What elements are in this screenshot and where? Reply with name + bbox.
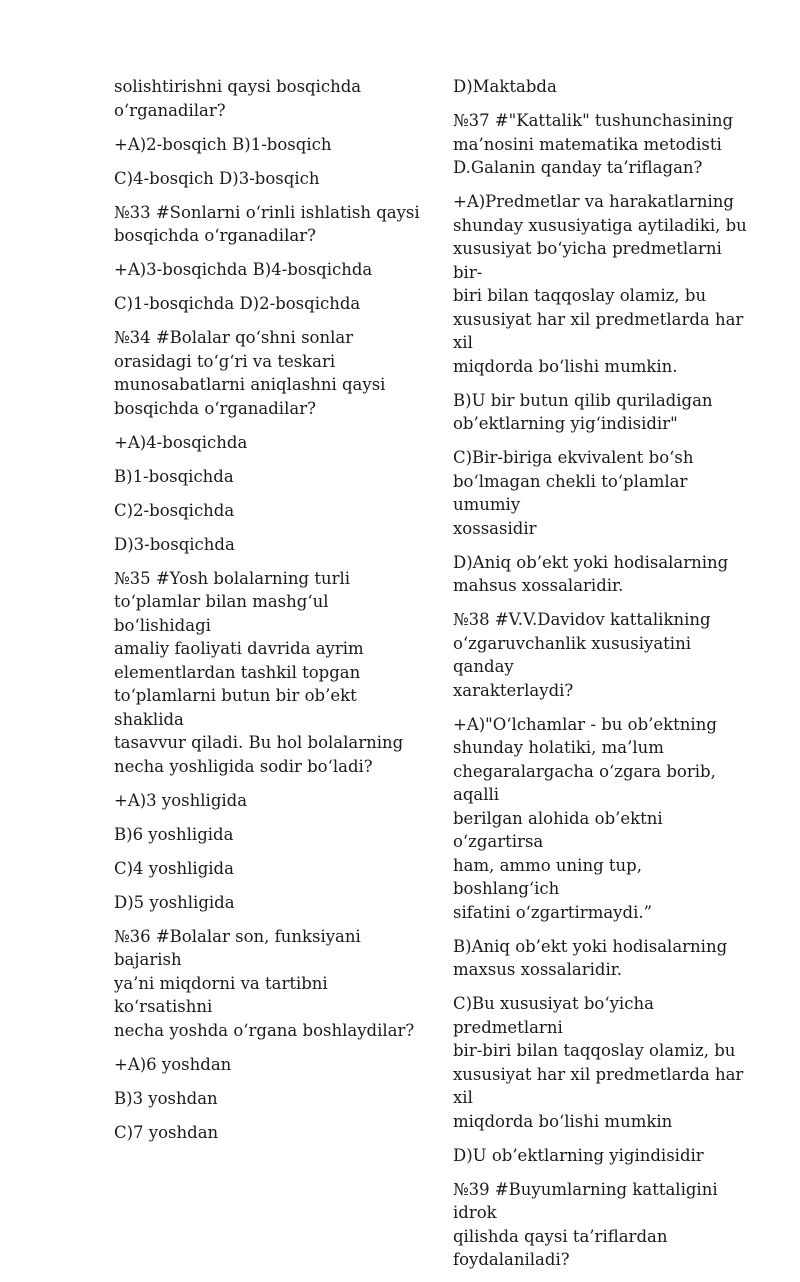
answer-option: C)1-bosqichda D)2-bosqichda bbox=[114, 294, 361, 313]
answer-option: D)U ob’ektlarning yigindisidir bbox=[453, 1145, 704, 1165]
answer-option: +A)Predmetlar va harakatlarning shunday xususiyatiga aytiladiki, bu xususiyat bo‘yicha predmetlarni bir- biri bilan taqqoslay olamiz, bu xususiyat har xil predmetlarda har xil miqdorda bo‘lishi mumkin. bbox=[453, 192, 747, 376]
answer-option: D)Maktabda bbox=[453, 77, 557, 96]
question-35: №35 #Yosh bolalarning turli to‘plamlar bilan mashg‘ul bo‘lishidagi amaliy faoliyati davrida ayrim elementlardan tashkil topgan to‘plamlarni butun bir ob’ekt shaklida tasavvur qiladi. Bu hol bolalarning necha yoshligida sodir bo‘ladi? bbox=[114, 568, 404, 776]
answer-option: +A)6 yoshdan bbox=[114, 1054, 232, 1074]
answer-option: C)2-bosqichda bbox=[114, 500, 235, 520]
question-38: №38 #V.V.Davidov kattalikning o‘zgaruvchanlik xususiyatini qanday xarakterlaydi? bbox=[453, 610, 711, 700]
answer-option: C)4-bosqich D)3-bosqich bbox=[114, 168, 320, 188]
left-column bbox=[114, 75, 424, 1155]
question-34: №34 #Bolalar qo‘shni sonlar orasidagi to‘g‘ri va teskari munosabatlarni aniqlashni qaysi bosqichda o‘rganadilar? bbox=[114, 328, 386, 418]
answer-option: +A)"O‘lchamlar - bu ob’ektning shunday holatiki, ma’lum chegaralargacha o‘zgara borib, aqalli berilgan alohida ob’ektni o‘zgartirsa ham, ammo uning tup, boshlang‘ich sifatini o‘zgartirmaydi.” bbox=[453, 714, 717, 922]
answer-option: B)3 yoshdan bbox=[114, 1088, 218, 1108]
right-column bbox=[453, 75, 753, 1282]
answer-option: C)4 yoshligida bbox=[114, 858, 234, 878]
answer-option: B)6 yoshligida bbox=[114, 824, 234, 844]
answer-option: C)Bu xususiyat bo‘yicha predmetlarni bir-biri bilan taqqoslay olamiz, bu xususiyat har xil predmetlarda har xil miqdorda bo‘lishi mumkin bbox=[453, 994, 744, 1131]
question-36: №36 #Bolalar son, funksiyani bajarish ya’ni miqdorni va tartibni ko‘rsatishni necha yoshda o‘rgana boshlaydilar? bbox=[114, 926, 415, 1040]
answer-option: D)5 yoshligida bbox=[114, 892, 235, 912]
question-39: №39 #Buyumlarning kattaligini idrok qilishda qaysi ta’riflardan foydalaniladi? bbox=[453, 1179, 718, 1269]
answer-option: C)7 yoshdan bbox=[114, 1122, 219, 1142]
answer-option: +A)4-bosqichda bbox=[114, 432, 248, 452]
question-33: №33 #Sonlarni o‘rinli ishlatish qaysi bosqichda o‘rganadilar? bbox=[114, 202, 420, 245]
answer-option: D)3-bosqichda bbox=[114, 534, 235, 554]
answer-option: B)Aniq ob’ekt yoki hodisalarning maxsus xossalaridir. bbox=[453, 936, 728, 979]
answer-option: D)Aniq ob’ekt yoki hodisalarning mahsus xossalaridir. bbox=[453, 552, 729, 595]
answer-option: B)1-bosqichda bbox=[114, 466, 234, 486]
question-37: №37 #"Kattalik" tushunchasining ma’nosini matematika metodisti D.Galanin qanday ta’riflagan? bbox=[453, 111, 734, 177]
answer-option: B)U bir butun qilib quriladigan ob’ektlarning yig‘indisidir" bbox=[453, 390, 713, 433]
answer-option: +A)2-bosqich B)1-bosqich bbox=[114, 134, 332, 154]
question-continuation: solishtirishni qaysi bosqichda o‘rganadilar? bbox=[114, 77, 362, 120]
answer-option: +A)3-bosqichda B)4-bosqichda bbox=[114, 260, 373, 279]
answer-option: C)Bir-biriga ekvivalent bo‘sh bo‘lmagan chekli to‘plamlar umumiy xossasidir bbox=[453, 448, 694, 538]
answer-option: +A)3 yoshligida bbox=[114, 790, 248, 810]
